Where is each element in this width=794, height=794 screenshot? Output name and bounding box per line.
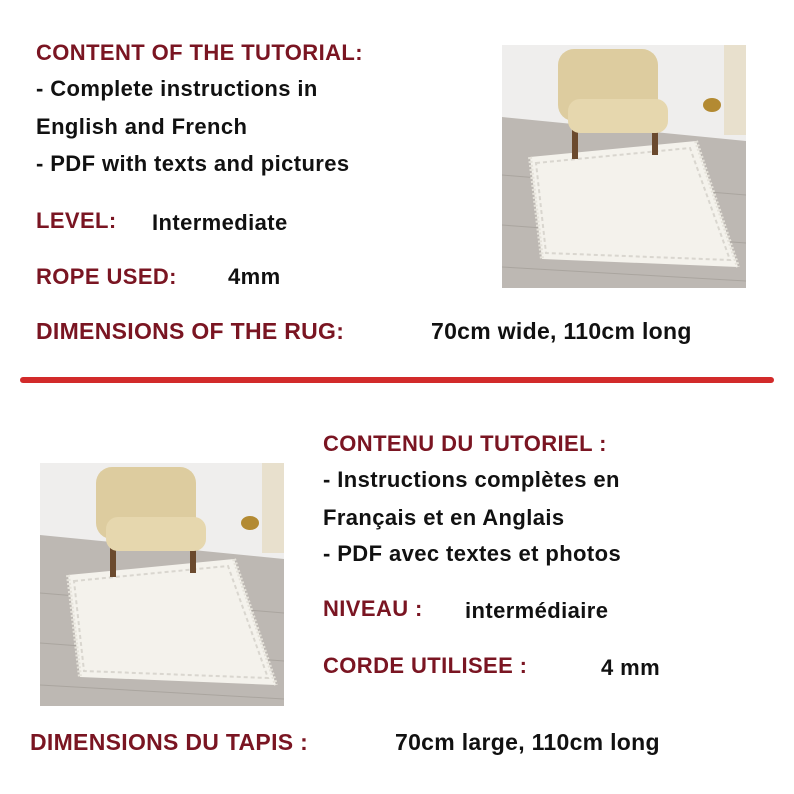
en-rope-label: ROPE USED: [36,264,177,289]
en-dimensions-label: DIMENSIONS OF THE RUG: [36,318,345,344]
fr-level-value: intermédiaire [465,598,609,623]
rug-photo-bottom [40,463,284,706]
fr-content-line-3: - PDF avec textes et photos [323,541,622,566]
fr-content-line-1: - Instructions complètes en [323,467,620,492]
fr-level-label: NIVEAU : [323,596,423,621]
en-level-value: Intermediate [152,210,288,235]
en-rope-value: 4mm [228,264,281,289]
fr-content-heading: CONTENU DU TUTORIEL : [323,431,607,456]
en-content-heading: CONTENT OF THE TUTORIAL: [36,40,363,65]
fr-rope-value: 4 mm [601,655,661,680]
fr-rope-label: CORDE UTILISEE : [323,653,528,678]
fr-dimensions-label: DIMENSIONS DU TAPIS : [30,729,309,755]
en-dimensions-value: 70cm wide, 110cm long [431,318,692,344]
fr-content-line-2: Français et en Anglais [323,505,565,530]
en-content-line-3: - PDF with texts and pictures [36,151,350,176]
en-level-label: LEVEL: [36,208,117,233]
section-divider [20,377,774,383]
fr-dimensions-value: 70cm large, 110cm long [395,729,660,755]
en-content-line-2: English and French [36,114,248,139]
rug-photo-top [502,45,746,288]
en-content-line-1: - Complete instructions in [36,76,318,101]
